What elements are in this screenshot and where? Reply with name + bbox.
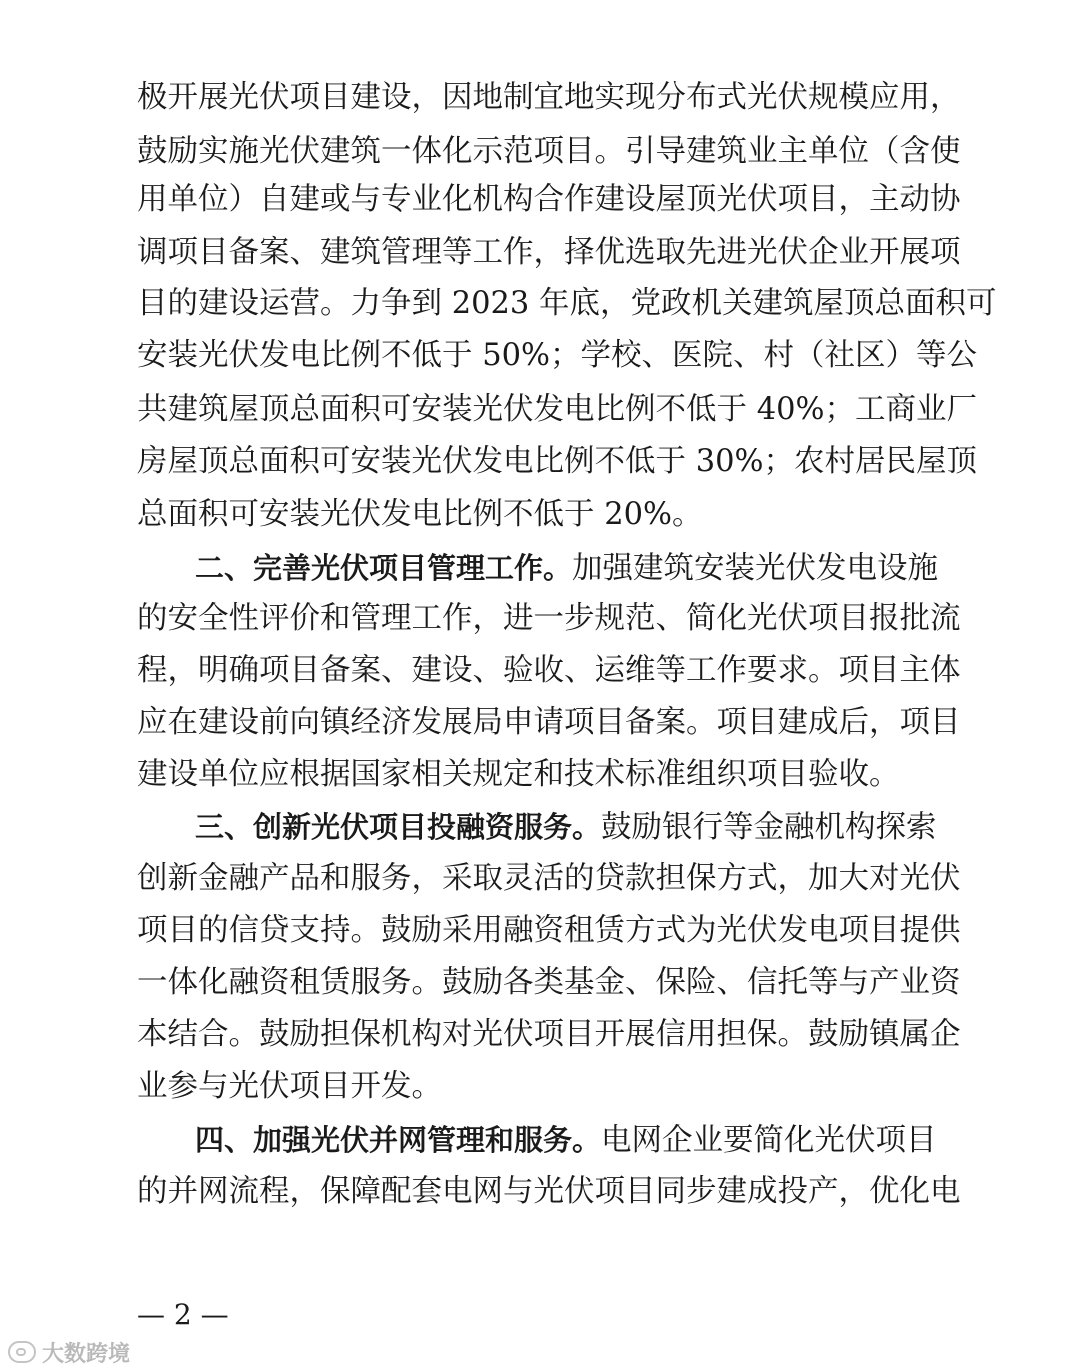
page-number: — 2 —	[137, 1298, 229, 1331]
body-line: 程，明确项目备案、建设、验收、运维等工作要求。项目主体	[137, 653, 961, 688]
body-line: 总面积可安装光伏发电比例不低于 20%。	[137, 497, 703, 532]
body-line: 鼓励实施光伏建筑一体化示范项目。引导建筑业主单位（含使	[137, 134, 961, 169]
watermark-logo-icon	[8, 1341, 36, 1363]
body-line: 调项目备案、建筑管理等工作，择优选取先进光伏企业开展项	[137, 235, 961, 270]
body-line: 创新金融产品和服务，采取灵活的贷款担保方式，加大对光伏	[137, 861, 961, 896]
body-line: 应在建设前向镇经济发展局申请项目备案。项目建成后，项目	[137, 705, 961, 740]
body-line: 目的建设运营。力争到 2023 年底，党政机关建筑屋顶总面积可	[137, 286, 997, 321]
body-line: 业参与光伏项目开发。	[137, 1069, 442, 1104]
body-line: 房屋顶总面积可安装光伏发电比例不低于 30%；农村居民屋顶	[137, 444, 977, 479]
body-line: 共建筑屋顶总面积可安装光伏发电比例不低于 40%；工商业厂	[137, 392, 977, 427]
body-line: 本结合。鼓励担保机构对光伏项目开展信用担保。鼓励镇属企	[137, 1017, 961, 1052]
watermark	[8, 1337, 130, 1367]
body-line: 建设单位应根据国家相关规定和技术标准组织项目验收。	[137, 757, 900, 792]
section-2-first-text: 加强建筑安装光伏发电设施	[572, 551, 939, 586]
body-line: 用单位）自建或与专业化机构合作建设屋顶光伏项目，主动协	[137, 182, 961, 217]
section-4-heading: 四、加强光伏并网管理和服务。	[195, 1123, 602, 1157]
section-3-heading: 三、创新光伏项目投融资服务。	[195, 810, 602, 844]
section-2-first-line	[195, 541, 939, 595]
body-line: 的安全性评价和管理工作，进一步规范、简化光伏项目报批流	[137, 601, 961, 636]
body-line: 一体化融资租赁服务。鼓励各类基金、保险、信托等与产业资	[137, 965, 961, 1000]
body-line: 安装光伏发电比例不低于 50%；学校、医院、村（社区）等公	[137, 338, 977, 373]
body-line: 极开展光伏项目建设，因地制宜地实现分布式光伏规模应用，	[137, 80, 961, 115]
section-4-first-line	[195, 1113, 937, 1167]
watermark-text: 大数跨境	[42, 1341, 131, 1367]
section-3-first-line	[195, 800, 937, 854]
section-2-heading: 二、完善光伏项目管理工作。	[195, 551, 573, 585]
body-line: 的并网流程，保障配套电网与光伏项目同步建成投产，优化电	[137, 1174, 961, 1209]
section-3-first-text: 鼓励银行等金融机构探索	[601, 810, 937, 845]
body-line: 项目的信贷支持。鼓励采用融资租赁方式为光伏发电项目提供	[137, 913, 961, 948]
section-4-first-text: 电网企业要简化光伏项目	[601, 1123, 937, 1158]
